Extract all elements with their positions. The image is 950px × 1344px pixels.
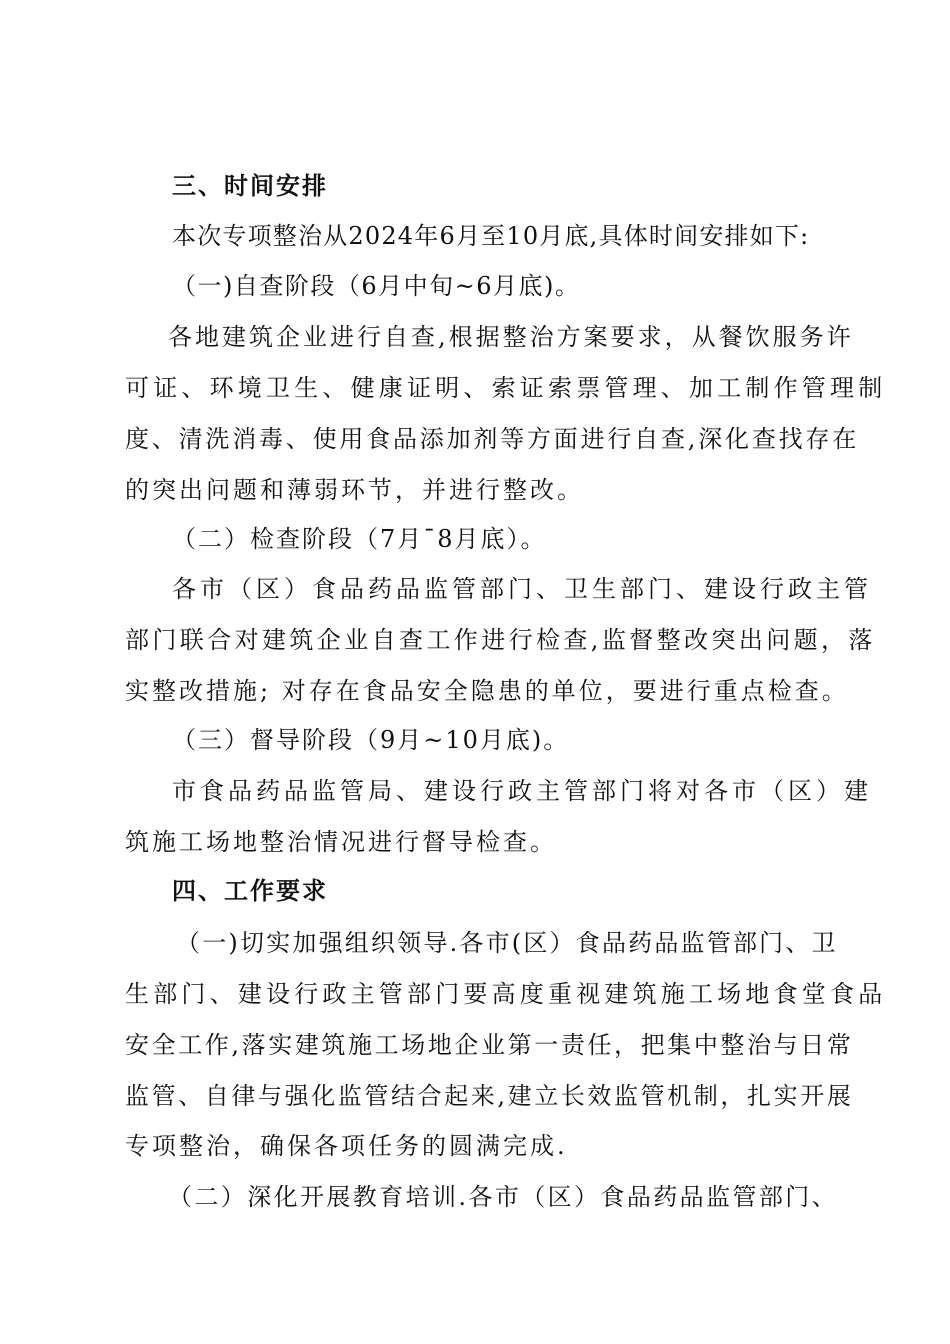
paragraph-line: 度、清洗消毒、使用食品添加剂等方面进行自查,深化查找存在 (125, 425, 860, 453)
paragraph-line: 各市（区）食品药品监管部门、卫生部门、建设行政主管 (172, 575, 872, 603)
paragraph-line: 可证、环境卫生、健康证明、索证索票管理、加工制作管理制 (125, 374, 887, 402)
paragraph-line: （一)切实加强组织领导.各市(区）食品药品监管部门、卫 (176, 929, 838, 957)
paragraph-line: 部门联合对建筑企业自查工作进行检查,监督整改突出问题，落 (125, 626, 876, 654)
paragraph-line: 监管、自律与强化监管结合起来,建立长效监管机制，扎实开展 (125, 1082, 854, 1110)
paragraph-line: 专项整治，确保各项任务的圆满完成. (125, 1132, 568, 1160)
section-heading: 三、时间安排 (172, 172, 328, 200)
subsection-title: （三）督导阶段（9月~10月底)。 (172, 726, 570, 754)
paragraph-line: 实整改措施; 对存在食品安全隐患的单位，要进行重点检查。 (125, 677, 849, 705)
paragraph-line: （二）深化开展教育培训.各市（区）食品药品监管部门、 (168, 1183, 839, 1211)
paragraph-line: 生部门、建设行政主管部门要高度重视建筑施工场地食堂食品 (125, 980, 887, 1008)
paragraph-line: 安全工作,落实建筑施工场地企业第一责任，把集中整治与日常 (125, 1031, 854, 1059)
paragraph-line: 本次专项整治从2024年6月至10月底,具体时间安排如下: (172, 222, 810, 250)
paragraph-line: 各地建筑企业进行自查,根据整治方案要求，从餐饮服务许 (168, 323, 854, 351)
subsection-title: （一)自查阶段（6月中旬~6月底)。 (172, 272, 581, 300)
paragraph-line: 的突出问题和薄弱环节，并进行整改。 (125, 476, 584, 504)
paragraph-line: 筑施工场地整治情况进行督导检查。 (125, 828, 557, 856)
paragraph-line: 市食品药品监管局、建设行政主管部门将对各市（区）建 (172, 777, 872, 805)
subsection-title: （二）检查阶段（7月¯8月底）。 (172, 525, 547, 553)
section-heading: 四、工作要求 (172, 877, 328, 905)
